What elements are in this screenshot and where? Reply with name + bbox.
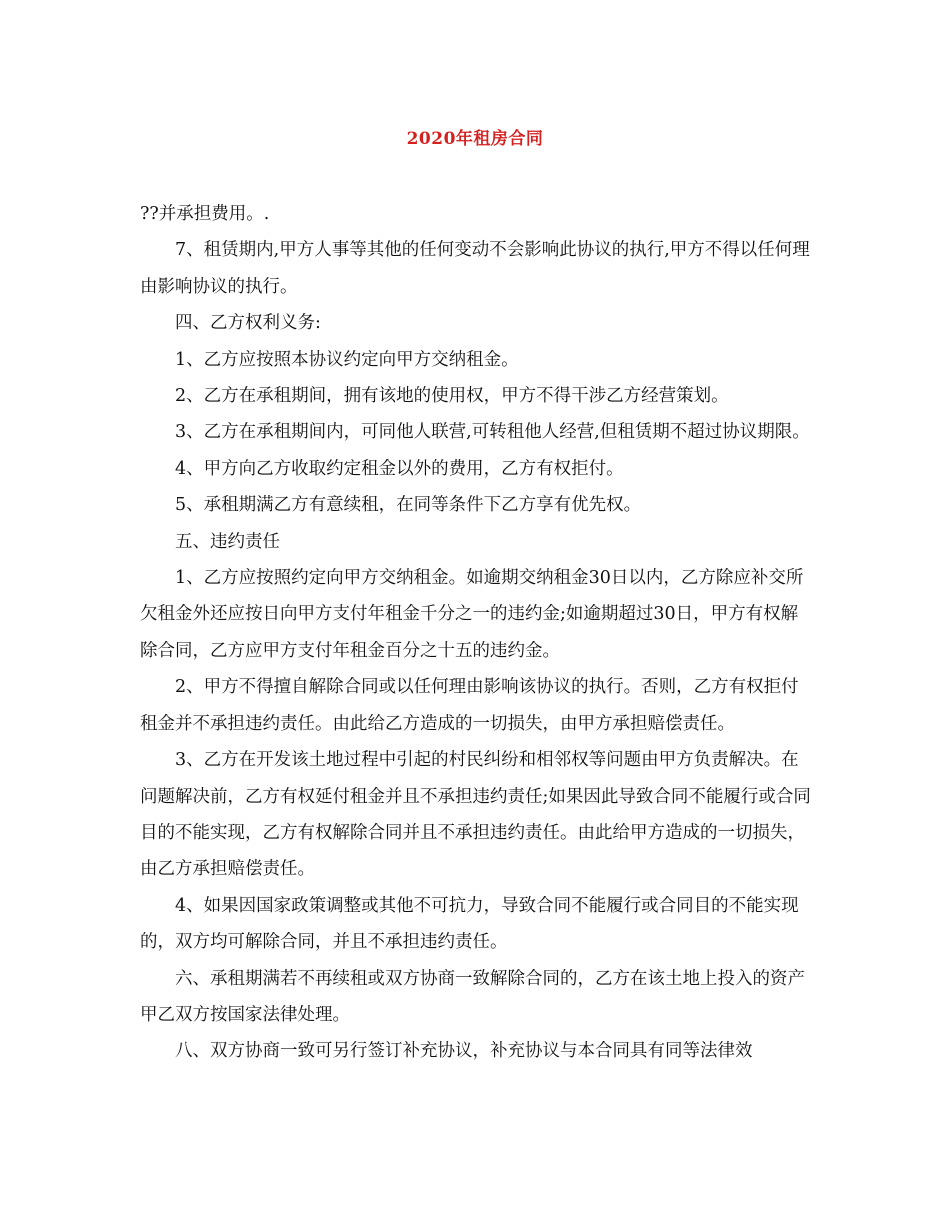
paragraph-b-clause-1: 1、乙方应按照本协议约定向甲方交纳租金。	[175, 349, 519, 370]
paragraph-liability-clause-3: 3、乙方在开发该土地过程中引起的村民纠纷和相邻权等问题由甲方负责解决。在问题解决前，乙方有权延付租金并且不承担违约责任;如果因此导致合同不能履行或合同目的不能实现，乙方有权解除合同并且不承担违约责任。由此给甲方造成的一切损失，由乙方承担赔偿责任。	[140, 750, 811, 880]
paragraph-continuation: ??并承担费用。.	[140, 204, 270, 224]
paragraph-liability-clause-2: 2、甲方不得擅自解除合同或以任何理由影响该协议的执行。否则，乙方有权拒付租金并不承担违约责任。由此给乙方造成的一切损失，由甲方承担赔偿责任。	[140, 677, 799, 734]
section-heading-liability: 五、违约责任	[175, 531, 280, 552]
paragraph-b-clause-5: 5、承租期满乙方有意续租，在同等条件下乙方享有优先权。	[175, 495, 642, 516]
paragraph-b-clause-2: 2、乙方在承租期间，拥有该地的使用权，甲方不得干涉乙方经营策划。	[175, 386, 729, 407]
document-title: 2020年租房合同	[406, 129, 544, 149]
document-body	[140, 196, 812, 1070]
section-heading-party-b-rights: 四、乙方权利义务:	[175, 313, 321, 334]
paragraph-liability-clause-1: 1、乙方应按照约定向甲方交纳租金。如逾期交纳租金30日以内，乙方除应补交所欠租金外还应按日向甲方支付年租金千分之一的违约金;如逾期超过30日，甲方有权解除合同，乙方应甲方支付年租金百分之十五的违约金。	[140, 568, 804, 661]
paragraph-liability-clause-4: 4、如果因国家政策调整或其他不可抗力，导致合同不能履行或合同目的不能实现的，双方均可解除合同，并且不承担违约责任。	[140, 895, 799, 953]
paragraph-b-clause-3: 3、乙方在承租期间内，可同他人联营,可转租他人经营,但租赁期不超过协议期限。	[175, 422, 810, 443]
paragraph-section-8: 八、双方协商一致可另行签订补充协议，补充协议与本合同具有同等法律效	[175, 1041, 753, 1062]
paragraph-b-clause-4: 4、甲方向乙方收取约定租金以外的费用，乙方有权拒付。	[175, 458, 624, 479]
paragraph-clause-7: 7、租赁期内,甲方人事等其他的任何变动不会影响此协议的执行,甲方不得以任何理由影响协议的执行。	[140, 240, 810, 297]
paragraph-section-6: 六、承租期满若不再续租或双方协商一致解除合同的，乙方在该土地上投入的资产甲乙双方按国家法律处理。	[140, 968, 805, 1025]
